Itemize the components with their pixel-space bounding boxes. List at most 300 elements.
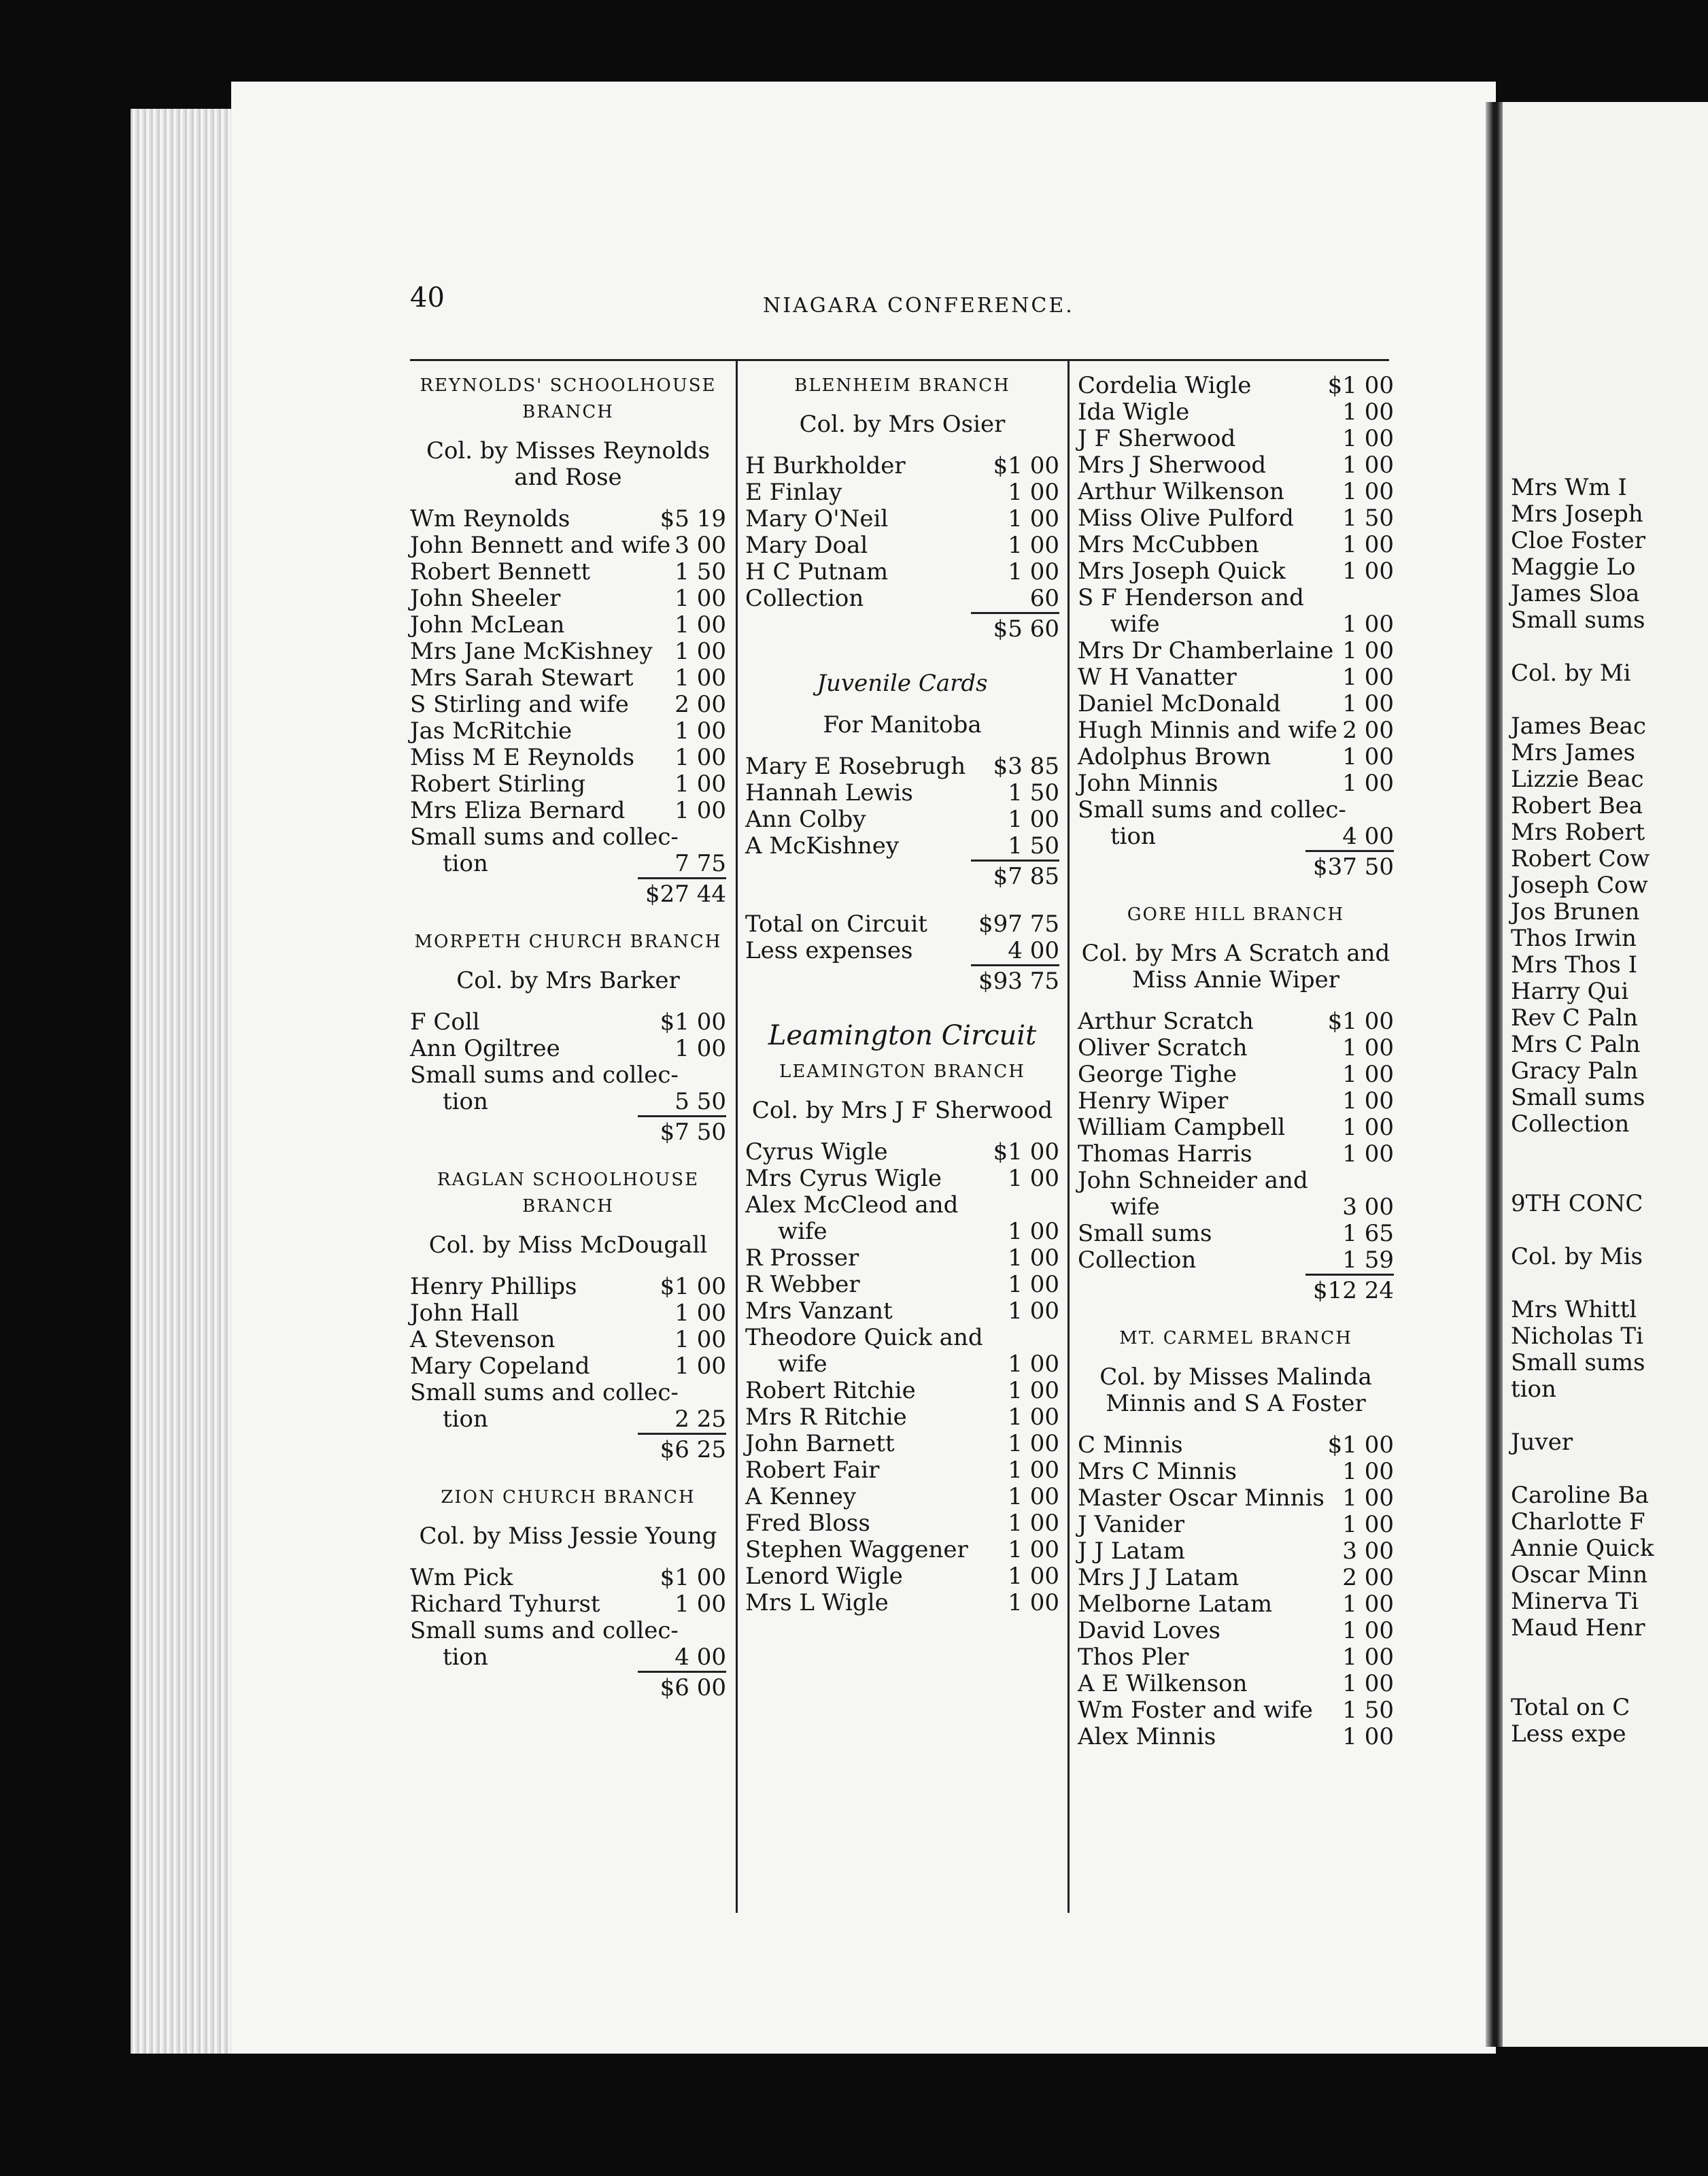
contributor-name: S Stirling and wife — [410, 691, 629, 718]
contributor-name: Total on Circuit — [745, 911, 927, 938]
contribution-row — [745, 1404, 1059, 1431]
contribution-row — [1078, 1115, 1394, 1141]
contributor-name: John Bennett and wife — [410, 532, 671, 559]
branch-total: $37 50 — [1313, 853, 1394, 881]
contributor-name: C Minnis — [1078, 1431, 1183, 1459]
contribution-row — [1078, 717, 1394, 744]
column-divider-1 — [736, 359, 738, 1913]
contribution-amount: 1 00 — [1342, 425, 1394, 452]
contributor-name: A E Wilkenson — [1078, 1670, 1248, 1697]
contribution-amount: 1 50 — [1342, 505, 1394, 532]
contribution-row — [1078, 1194, 1394, 1221]
branch-total-row — [410, 877, 726, 910]
right-page-line: Small sums — [1511, 607, 1645, 634]
right-page-line: Small sums — [1511, 1349, 1645, 1376]
contribution-row — [745, 559, 1059, 585]
collector-line — [1078, 1364, 1394, 1417]
contributor-name: Mary Copeland — [410, 1353, 590, 1380]
contribution-amount: 1 00 — [1008, 1589, 1059, 1616]
contribution-amount: 1 00 — [1342, 1484, 1394, 1512]
collector-text: Minnis and S A Foster — [1106, 1390, 1366, 1417]
contribution-row — [745, 532, 1059, 559]
contribution-row — [1078, 664, 1394, 691]
branch-total-row — [745, 860, 1059, 892]
contribution-row — [410, 1009, 726, 1036]
contribution-amount: 1 00 — [1342, 1034, 1394, 1061]
contributor-name: Master Oscar Minnis — [1078, 1484, 1325, 1512]
branch-heading — [410, 929, 726, 955]
contributor-name: Adolphus Brown — [1078, 743, 1271, 770]
right-page-line: Charlotte F — [1511, 1508, 1645, 1535]
contributor-name: Arthur Wilkenson — [1078, 478, 1284, 505]
contributor-name: Mrs L Wigle — [745, 1589, 889, 1616]
contribution-amount: 1 00 — [1342, 1723, 1394, 1750]
contribution-amount: 1 00 — [1008, 1536, 1059, 1563]
contribution-row — [410, 692, 726, 718]
collector-text: Col. by Mrs A Scratch and — [1081, 940, 1390, 967]
block-spacer — [745, 892, 1059, 911]
contribution-row — [745, 1484, 1059, 1510]
contributor-name: Robert Ritchie — [745, 1377, 916, 1404]
page-number: 40 — [410, 282, 445, 313]
contributor-name: Mrs J J Latam — [1078, 1564, 1240, 1591]
contribution-row — [410, 1062, 726, 1089]
contribution-amount: 1 00 — [674, 1299, 726, 1327]
right-page-line: Mrs C Paln — [1511, 1031, 1641, 1058]
contributor-name: S F Henderson and — [1078, 584, 1304, 611]
contribution-row — [410, 1274, 726, 1300]
contribution-row — [1078, 1061, 1394, 1088]
right-page-text-fragments — [1503, 475, 1654, 1748]
branch-heading-line: BRANCH — [522, 402, 614, 422]
contributor-name: Alex Minnis — [1078, 1723, 1216, 1750]
right-page-line: Mrs James — [1511, 739, 1636, 766]
contributor-name: Mrs J Sherwood — [1078, 452, 1267, 479]
collector-text: Col. by Miss Jessie Young — [419, 1523, 717, 1550]
total-rule — [638, 877, 726, 879]
contribution-amount: 1 00 — [674, 638, 726, 665]
contribution-amount: 1 00 — [1342, 637, 1394, 664]
contribution-amount: 2 00 — [1342, 1564, 1394, 1591]
contribution-row — [745, 1457, 1059, 1484]
column-2 — [745, 373, 1059, 1616]
right-page-line: tion — [1511, 1376, 1556, 1403]
branch-total: $6 25 — [660, 1436, 726, 1463]
contribution-row — [1078, 1008, 1394, 1035]
contributor-name: tion — [443, 1406, 488, 1433]
contribution-amount: 5 50 — [674, 1088, 726, 1115]
contributor-name: John Sheeler — [410, 585, 561, 612]
contribution-row — [1078, 1247, 1394, 1274]
contribution-amount: 2 25 — [674, 1406, 726, 1433]
contribution-amount: 1 00 — [1342, 452, 1394, 479]
branch-total-row — [410, 1115, 726, 1148]
contribution-amount: 1 00 — [1342, 690, 1394, 717]
contribution-row — [410, 718, 726, 745]
header-rule — [410, 359, 1389, 361]
contribution-amount: $1 00 — [660, 1273, 726, 1300]
contribution-amount: 1 00 — [674, 1353, 726, 1380]
contribution-amount: 3 00 — [674, 532, 726, 559]
contributor-name: Small sums — [1078, 1220, 1212, 1247]
contribution-amount: 4 00 — [674, 1644, 726, 1671]
contributor-name: H C Putnam — [745, 558, 889, 585]
contribution-amount: $97 75 — [978, 911, 1059, 938]
contribution-amount: $1 00 — [660, 1008, 726, 1036]
contribution-amount: $1 00 — [1327, 1008, 1394, 1035]
contributor-name: tion — [443, 1644, 488, 1671]
total-rule — [971, 964, 1059, 966]
contribution-row — [1078, 1671, 1394, 1697]
contributor-name: J J Latam — [1078, 1537, 1185, 1565]
right-page-line: Joseph Cow — [1511, 872, 1648, 899]
contribution-row — [745, 1510, 1059, 1537]
contribution-row — [745, 1166, 1059, 1192]
right-page-line: Jos Brunen — [1511, 898, 1640, 925]
contributor-name: J F Sherwood — [1078, 425, 1236, 452]
branch-total-row — [745, 612, 1059, 645]
contribution-amount: 1 00 — [1342, 743, 1394, 770]
right-page-line: Caroline Ba — [1511, 1482, 1649, 1509]
contributor-name: wife — [1110, 611, 1160, 638]
branch-heading-line: BRANCH — [522, 1196, 614, 1217]
contributor-name: Ann Colby — [745, 806, 866, 833]
right-page-line: Col. by Mis — [1511, 1243, 1643, 1270]
contributor-name: R Prosser — [745, 1244, 859, 1272]
contribution-amount: 1 00 — [1342, 1591, 1394, 1618]
contribution-row — [1078, 1141, 1394, 1168]
contributor-name: Mrs Eliza Bernard — [410, 797, 626, 824]
contribution-row — [410, 1644, 726, 1671]
collector-text: and Rose — [514, 464, 622, 491]
contribution-row — [1078, 452, 1394, 479]
contribution-row — [1078, 426, 1394, 452]
contribution-row — [1078, 797, 1394, 823]
contribution-amount: 60 — [1029, 585, 1059, 612]
running-head: NIAGARA CONFERENCE. — [763, 294, 1074, 318]
contribution-row — [1078, 744, 1394, 770]
collector-text: Col. by Misses Malinda — [1099, 1363, 1372, 1391]
contributor-name: tion — [443, 850, 488, 877]
right-page-line: Less expe — [1511, 1720, 1626, 1748]
contributor-name: Henry Phillips — [410, 1273, 577, 1300]
contribution-amount: 3 00 — [1342, 1537, 1394, 1565]
contribution-row — [1078, 1088, 1394, 1115]
contribution-row — [1078, 373, 1394, 399]
contribution-row — [410, 585, 726, 612]
contributor-name: wife — [778, 1218, 827, 1245]
contribution-amount: 1 00 — [1342, 1061, 1394, 1088]
right-page-line: 9TH CONC — [1511, 1190, 1643, 1217]
contribution-row — [745, 585, 1059, 612]
collector-line — [410, 438, 726, 491]
contributor-name: Jas McRitchie — [410, 717, 573, 745]
contribution-row — [1078, 558, 1394, 585]
collector-text: Col. by Misses Reynolds — [426, 437, 711, 464]
contribution-row — [745, 1139, 1059, 1166]
right-page-line — [1503, 1217, 1654, 1244]
branch-heading — [410, 1167, 726, 1220]
contribution-amount: 1 00 — [1008, 1377, 1059, 1404]
contributor-name: Alex McCleod and — [745, 1191, 959, 1219]
contributor-name: Stephen Waggener — [745, 1536, 968, 1563]
branch-heading-line: MORPETH CHURCH BRANCH — [414, 932, 722, 952]
contributor-name: Small sums and collec- — [410, 823, 679, 851]
contribution-amount: 1 50 — [674, 558, 726, 585]
contributor-name: Collection — [745, 585, 864, 612]
right-page-line: Collection — [1511, 1110, 1630, 1138]
contribution-row — [745, 506, 1059, 532]
branch-total-row — [745, 964, 1059, 997]
collector-text: For Manitoba — [823, 711, 982, 738]
right-page-line: Annie Quick — [1511, 1535, 1654, 1562]
contributor-name: wife — [778, 1350, 827, 1378]
contributor-name: R Webber — [745, 1271, 860, 1298]
contribution-row — [410, 506, 726, 532]
branch-heading — [745, 373, 1059, 399]
block-spacer — [1078, 1306, 1394, 1325]
contributor-name: H Burkholder — [745, 452, 906, 479]
contribution-amount: 1 00 — [674, 585, 726, 612]
contributor-name: A Kenney — [745, 1483, 857, 1510]
contribution-amount: 1 50 — [1342, 1697, 1394, 1724]
contribution-row — [1078, 823, 1394, 850]
contribution-row — [410, 1406, 726, 1433]
contributor-name: Mrs Joseph Quick — [1078, 558, 1286, 585]
contribution-amount: 2 00 — [1342, 717, 1394, 744]
contribution-amount: 1 00 — [1008, 558, 1059, 585]
contributor-name: Wm Reynolds — [410, 505, 570, 532]
contribution-amount: 1 00 — [1342, 1140, 1394, 1168]
contributor-name: John Schneider and — [1078, 1167, 1308, 1194]
contribution-row — [1078, 1565, 1394, 1591]
contribution-row — [1078, 1538, 1394, 1565]
contribution-row — [410, 1036, 726, 1062]
contributor-name: Wm Foster and wife — [1078, 1697, 1313, 1724]
block-spacer — [745, 645, 1059, 664]
total-rule — [971, 612, 1059, 614]
contribution-amount: 1 00 — [1008, 1404, 1059, 1431]
right-page-line: James Sloa — [1511, 580, 1640, 607]
contributor-name: Cyrus Wigle — [745, 1138, 888, 1166]
branch-heading-line: ZION CHURCH BRANCH — [441, 1487, 696, 1508]
collector-line — [1078, 940, 1394, 993]
book-gutter — [1486, 102, 1505, 2047]
contributor-name: Cordelia Wigle — [1078, 372, 1252, 399]
contribution-row — [410, 1565, 726, 1591]
contribution-amount: 1 00 — [1342, 664, 1394, 691]
contribution-amount: 1 00 — [1342, 611, 1394, 638]
right-page-line: Robert Cow — [1511, 845, 1650, 872]
right-page-line: Cloe Foster — [1511, 527, 1645, 554]
contribution-amount: 3 00 — [1342, 1193, 1394, 1221]
branch-total: $7 50 — [660, 1119, 726, 1146]
contributor-name: tion — [1110, 823, 1156, 850]
contribution-row — [745, 911, 1059, 938]
contribution-amount: 1 00 — [1342, 1511, 1394, 1538]
contributor-name: Richard Tyhurst — [410, 1591, 600, 1618]
contribution-amount: 1 00 — [1342, 558, 1394, 585]
contributor-name: David Loves — [1078, 1617, 1221, 1644]
contribution-amount: 1 00 — [1008, 505, 1059, 532]
contribution-row — [1078, 1035, 1394, 1061]
contribution-amount: 1 00 — [1008, 1563, 1059, 1590]
contribution-amount: 1 50 — [1008, 832, 1059, 860]
contribution-row — [745, 1431, 1059, 1457]
branch-total: $93 75 — [978, 968, 1059, 995]
contributor-name: Less expenses — [745, 937, 913, 964]
contribution-row — [410, 665, 726, 692]
right-page — [1503, 102, 1708, 2047]
contribution-row — [1078, 1512, 1394, 1538]
contributor-name: Fred Bloss — [745, 1510, 870, 1537]
contributor-name: Robert Bennett — [410, 558, 591, 585]
contribution-row — [410, 559, 726, 585]
contribution-row — [1078, 1697, 1394, 1724]
collector-text: Col. by Mrs Barker — [456, 967, 680, 994]
right-page-line: Maggie Lo — [1511, 554, 1636, 581]
book-page-edges — [131, 109, 233, 2054]
contribution-row — [1078, 1168, 1394, 1194]
contribution-row — [410, 771, 726, 798]
contribution-amount: 7 75 — [674, 850, 726, 877]
contribution-row — [745, 1590, 1059, 1616]
block-spacer — [1078, 883, 1394, 902]
contribution-row — [745, 806, 1059, 833]
right-page-line — [1503, 687, 1654, 713]
contribution-amount: 1 00 — [1008, 1218, 1059, 1245]
right-page-line: James Beac — [1511, 713, 1646, 740]
contributor-name: Small sums and collec- — [410, 1061, 679, 1089]
right-page-line: Mrs Thos I — [1511, 951, 1638, 979]
contributor-name: Robert Stirling — [410, 770, 586, 798]
contribution-row — [1078, 611, 1394, 638]
contributor-name: Daniel McDonald — [1078, 690, 1281, 717]
contribution-row — [410, 851, 726, 877]
contribution-row — [410, 1618, 726, 1644]
contributor-name: Miss Olive Pulford — [1078, 505, 1294, 532]
right-page-line — [1503, 1668, 1654, 1695]
total-rule — [1305, 1274, 1394, 1276]
total-rule — [971, 860, 1059, 862]
collector-line — [745, 1098, 1059, 1124]
contributor-name: Oliver Scratch — [1078, 1034, 1248, 1061]
contributor-name: Wm Pick — [410, 1564, 513, 1591]
contributor-name: John Minnis — [1078, 770, 1218, 797]
contribution-amount: 1 00 — [1008, 479, 1059, 506]
branch-heading-line: REYNOLDS' SCHOOLHOUSE — [420, 375, 717, 396]
branch-total: $6 00 — [660, 1674, 726, 1701]
contribution-row — [745, 1537, 1059, 1563]
contribution-amount: 1 00 — [1342, 1670, 1394, 1697]
column-divider-2 — [1068, 359, 1070, 1913]
contribution-amount: $1 00 — [1327, 1431, 1394, 1459]
contribution-row — [410, 1089, 726, 1115]
collector-line — [745, 411, 1059, 438]
contribution-amount: 1 00 — [1008, 1271, 1059, 1298]
contribution-row — [745, 1378, 1059, 1404]
contributor-name: Melborne Latam — [1078, 1591, 1273, 1618]
contributor-name: W H Vanatter — [1078, 664, 1237, 691]
contribution-row — [745, 1219, 1059, 1245]
contribution-amount: 1 00 — [1008, 1457, 1059, 1484]
contribution-row — [410, 798, 726, 824]
right-page-line: Mrs Joseph — [1511, 500, 1643, 528]
column-1 — [410, 373, 726, 1703]
right-page-line: Mrs Wm I — [1511, 474, 1627, 501]
branch-total-row — [410, 1671, 726, 1703]
contribution-amount: $1 00 — [660, 1564, 726, 1591]
total-rule — [638, 1433, 726, 1435]
branch-total: $12 24 — [1313, 1277, 1394, 1304]
contributor-name: Mary Doal — [745, 532, 868, 559]
right-page-line: Total on C — [1511, 1694, 1630, 1721]
collector-text: Col. by Mrs Osier — [799, 411, 1006, 438]
branch-total-row — [1078, 1274, 1394, 1306]
collector-line — [745, 712, 1059, 738]
contributor-name: wife — [1110, 1193, 1160, 1221]
contribution-row — [745, 753, 1059, 780]
right-page-line: Small sums — [1511, 1084, 1645, 1111]
contribution-amount: 1 00 — [674, 1591, 726, 1618]
right-page-line — [1503, 1642, 1654, 1668]
contribution-amount: $1 00 — [993, 1138, 1059, 1166]
contribution-amount: 1 00 — [1008, 1483, 1059, 1510]
right-page-line: Robert Bea — [1511, 792, 1643, 819]
contribution-amount: $5 19 — [660, 505, 726, 532]
contribution-amount: 1 00 — [1342, 1114, 1394, 1141]
right-page-line: Harry Qui — [1511, 978, 1629, 1005]
contribution-row — [1078, 1618, 1394, 1644]
contribution-amount: 1 00 — [1008, 1350, 1059, 1378]
collector-line — [410, 1523, 726, 1550]
right-page-line: Minerva Ti — [1511, 1588, 1639, 1615]
contribution-row — [410, 1591, 726, 1618]
contribution-row — [1078, 691, 1394, 717]
contribution-amount: 1 00 — [674, 611, 726, 639]
contributor-name: J Vanider — [1078, 1511, 1185, 1538]
collector-text: Col. by Miss McDougall — [428, 1231, 708, 1259]
total-rule — [638, 1671, 726, 1673]
contribution-amount: 1 00 — [1008, 532, 1059, 559]
right-page-line: Lizzie Beac — [1511, 766, 1644, 793]
contributor-name: E Finlay — [745, 479, 842, 506]
contribution-row — [745, 1325, 1059, 1351]
contributor-name: Mrs Cyrus Wigle — [745, 1165, 942, 1192]
branch-total: $27 44 — [645, 881, 726, 908]
right-page-line — [1503, 1138, 1654, 1164]
contribution-amount: 1 00 — [1342, 1087, 1394, 1115]
contribution-row — [410, 639, 726, 665]
contributor-name: Thomas Harris — [1078, 1140, 1252, 1168]
contribution-amount: 1 00 — [1342, 1617, 1394, 1644]
right-page-line: Thos Irwin — [1511, 925, 1637, 952]
branch-heading — [745, 1059, 1059, 1085]
right-page-line: Mrs Whittl — [1511, 1296, 1637, 1323]
branch-heading — [410, 1484, 726, 1511]
right-page-line: Col. by Mi — [1511, 660, 1631, 687]
total-rule — [1305, 850, 1394, 852]
contribution-amount: 1 00 — [674, 1326, 726, 1353]
total-rule — [638, 1115, 726, 1117]
contribution-row — [410, 1327, 726, 1353]
contributor-name: Ann Ogiltree — [410, 1035, 560, 1062]
right-page-line: Rev C Paln — [1511, 1004, 1638, 1032]
contribution-amount: 1 00 — [1342, 398, 1394, 426]
contributor-name: Small sums and collec- — [410, 1379, 679, 1406]
contribution-amount: 1 00 — [1008, 1165, 1059, 1192]
contribution-row — [745, 938, 1059, 964]
